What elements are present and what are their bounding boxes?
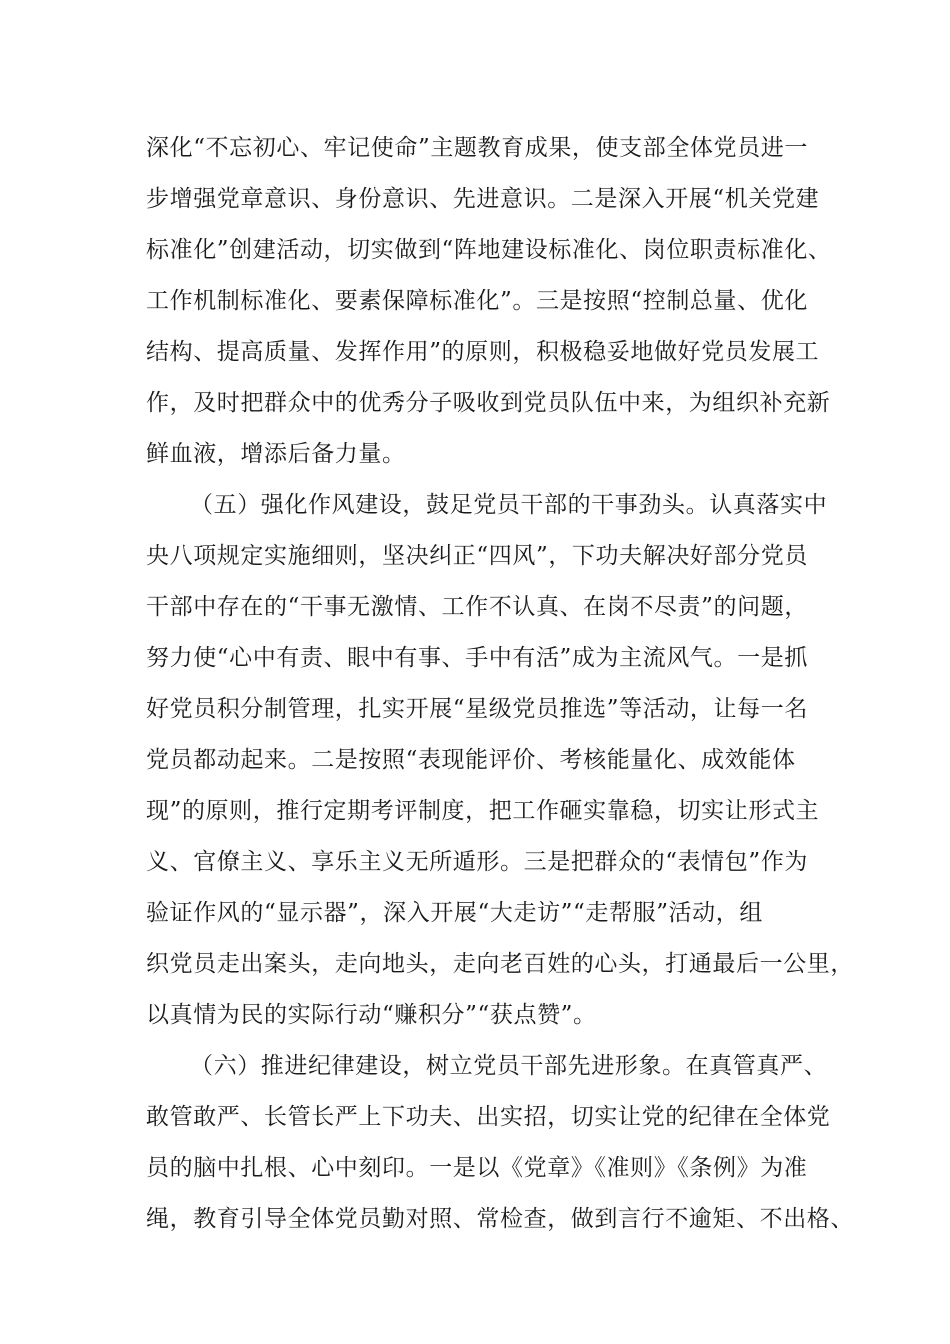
text-line: 敢管敢严、长管长严上下功夫、出实招，切实让党的纪律在全体党 <box>146 1104 831 1130</box>
text-line: 工作机制标准化、要素保障标准化”。三是按照“控制总量、优化 <box>146 288 808 314</box>
text-line: 结构、提高质量、发挥作用”的原则，积极稳妥地做好党员发展工 <box>146 339 820 365</box>
text-line: 绳，教育引导全体党员勤对照、常检查，做到言行不逾矩、不出格、 <box>146 1206 854 1232</box>
text-line: 央八项规定实施细则，坚决纠正“四风”，下功夫解决好部分党员 <box>146 543 808 569</box>
text-line: 标准化”创建活动，切实做到“阵地建设标准化、岗位职责标准化、 <box>146 237 832 263</box>
text-line: 义、官僚主义、享乐主义无所遁形。三是把群众的“表情包”作为 <box>146 849 808 875</box>
text-line: 验证作风的“显示器”，深入开展“大走访”“走帮服”活动，组 <box>146 900 763 926</box>
text-line: 鲜血液，增添后备力量。 <box>146 441 406 467</box>
text-line: 干部中存在的“干事无激情、工作不认真、在岗不尽责”的问题， <box>146 594 808 620</box>
text-line: 深化“不忘初心、牢记使命”主题教育成果，使支部全体党员进一 <box>146 135 808 161</box>
text-line: 作，及时把群众中的优秀分子吸收到党员队伍中来，为组织补充新 <box>146 390 831 416</box>
text-line: 步增强党章意识、身份意识、先进意识。二是深入开展“机关党建 <box>146 186 820 212</box>
text-line: 好党员积分制管理，扎实开展“星级党员推选”等活动，让每一名 <box>146 696 808 722</box>
paragraph-heading-line: （五）强化作风建设，鼓足党员干部的干事劲头。认真落实中 <box>190 492 828 518</box>
text-line: 员的脑中扎根、心中刻印。一是以《党章》《准则》《条例》为准 <box>146 1155 808 1181</box>
text-line: 党员都动起来。二是按照“表现能评价、考核能量化、成效能体 <box>146 747 796 773</box>
text-line: 以真情为民的实际行动“赚积分”“获点赞”。 <box>146 1002 597 1028</box>
paragraph-heading-line: （六）推进纪律建设，树立党员干部先进形象。在真管真严、 <box>190 1053 828 1079</box>
text-line: 织党员走出案头，走向地头，走向老百姓的心头，打通最后一公里， <box>146 951 854 977</box>
text-line: 努力使“心中有责、眼中有事、手中有活”成为主流风气。一是抓 <box>146 645 808 671</box>
text-line: 现”的原则，推行定期考评制度，把工作砸实靠稳，切实让形式主 <box>146 798 820 824</box>
